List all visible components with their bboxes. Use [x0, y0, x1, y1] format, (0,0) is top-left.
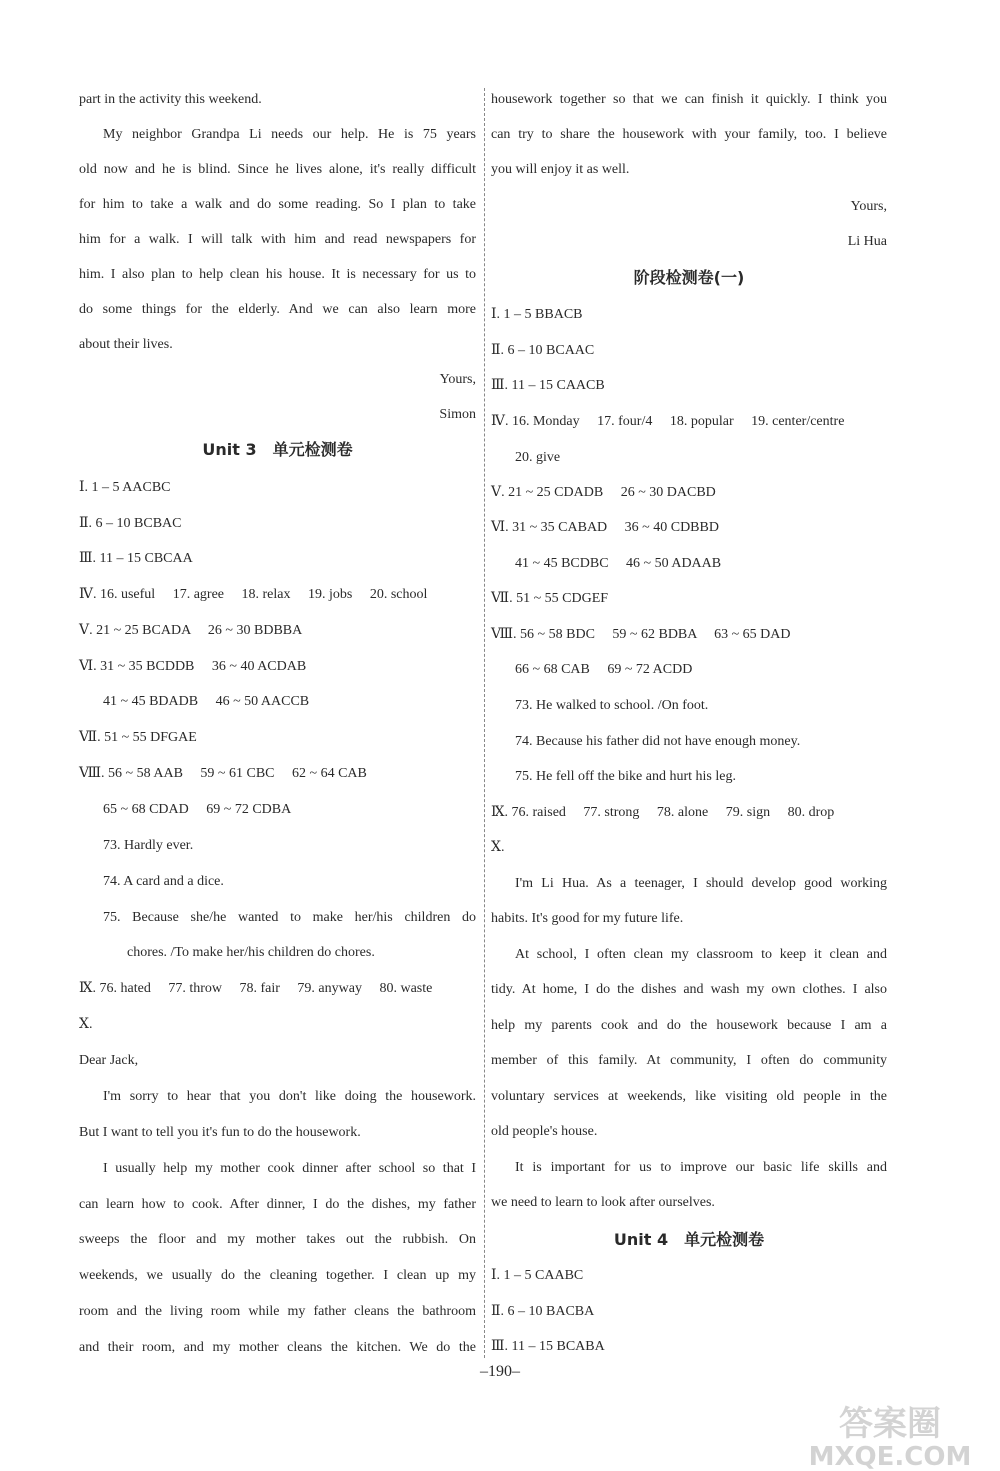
answer-line: Ⅳ. 16. useful 17. agree 18. relax 19. jobs 20. school: [79, 587, 428, 602]
answer-line: Ⅹ.: [79, 1017, 93, 1032]
watermark-text: 答案圈: [839, 1404, 941, 1444]
answer-line: 66 ~ 68 CAB 69 ~ 72 ACDD: [515, 662, 693, 677]
letter-line: I'm sorry to hear that you don't like doing the housework.: [103, 1089, 476, 1104]
answer-line: Ⅰ. 1 – 5 CAABC: [491, 1268, 584, 1283]
answer-line: 74. Because his father did not have enough money.: [515, 734, 801, 749]
essay2-line: member of this family. At community, I often do community: [491, 1053, 887, 1068]
essay1-line: do some things for the elderly. And we can also learn more: [79, 302, 476, 317]
letter-line: can learn how to cook. After dinner, I do the dishes, my father: [79, 1197, 476, 1212]
answer-line: Ⅴ. 21 ~ 25 CDADB 26 ~ 30 DACBD: [491, 485, 716, 500]
essay2-line: habits. It's good for my future life.: [491, 911, 684, 926]
essay2-line: voluntary services at weekends, like visiting old people in the: [491, 1089, 887, 1104]
answer-line: Ⅲ. 11 – 15 BCABA: [491, 1339, 605, 1354]
answer-line: Ⅵ. 31 ~ 35 BCDDB 36 ~ 40 ACDAB: [79, 659, 307, 674]
letter-line: But I want to tell you it's fun to do the housework.: [79, 1125, 361, 1140]
essay1-line: part in the activity this weekend.: [79, 92, 262, 107]
answer-line: 65 ~ 68 CDAD 69 ~ 72 CDBA: [103, 802, 292, 817]
answer-line: Ⅵ. 31 ~ 35 CABAD 36 ~ 40 CDBBD: [491, 520, 719, 535]
essay1-line: old now and he is blind. Since he lives alone, it's really difficult: [79, 162, 476, 177]
letter-signature: Li Hua: [847, 234, 887, 249]
essay1-line: him. I also plan to help clean his house. It is necessary for us to: [79, 267, 476, 282]
answer-line: Ⅱ. 6 – 10 BCBAC: [79, 516, 182, 531]
essay1-line: him for a walk. I will talk with him and read newspapers for: [79, 232, 476, 247]
essay1-line: My neighbor Grandpa Li needs our help. He is 75 years: [103, 127, 476, 142]
answer-line: Ⅶ. 51 ~ 55 DFGAE: [79, 730, 197, 745]
essay1-line: about their lives.: [79, 337, 173, 352]
watermark-logo: [790, 1395, 990, 1471]
unit4-title: Unit 4 单元检测卷: [613, 1230, 765, 1249]
answer-line: 75. He fell off the bike and hurt his leg.: [515, 769, 736, 784]
essay2-line: I'm Li Hua. As a teenager, I should develop good working: [515, 876, 887, 891]
answer-line: Ⅲ. 11 – 15 CBCAA: [79, 551, 193, 566]
answer-line: chores. /To make her/his children do chores.: [127, 945, 375, 960]
essay2-line: we need to learn to look after ourselves.: [491, 1195, 715, 1210]
unit3-title: Unit 3 单元检测卷: [202, 440, 353, 459]
answer-line: 20. give: [515, 450, 561, 465]
answer-line: 73. He walked to school. /On foot.: [515, 698, 709, 713]
answer-line: Ⅱ. 6 – 10 BACBA: [491, 1304, 595, 1319]
essay2-line: At school, I often clean my classroom to keep it clean and: [515, 947, 887, 962]
letter-line: sweeps the floor and my mother takes out the rubbish. On: [79, 1232, 476, 1247]
essay1-closing: Yours,: [439, 372, 476, 387]
answer-line: Ⅲ. 11 – 15 CAACB: [491, 378, 605, 393]
answer-line: Ⅸ. 76. hated 77. throw 78. fair 79. anyway 80. waste: [79, 981, 433, 996]
essay2-line: tidy. At home, I do the dishes and wash my own clothes. I also: [491, 982, 887, 997]
letter-line: room and the living room while my father cleans the bathroom: [79, 1304, 476, 1319]
answer-line: Ⅶ. 51 ~ 55 CDGEF: [491, 591, 609, 606]
answer-line: Ⅹ.: [491, 840, 505, 855]
answer-line: Ⅰ. 1 – 5 BBACB: [491, 307, 583, 322]
answer-line: Ⅳ. 16. Monday 17. four/4 18. popular 19. center/centre: [491, 414, 845, 429]
answer-line: 75. Because she/he wanted to make her/his children do: [103, 910, 476, 925]
watermark-url: MXQE.COM: [808, 1442, 972, 1471]
essay2-line: old people's house.: [491, 1124, 598, 1139]
stage-test-title: 阶段检测卷(一): [633, 268, 745, 287]
letter-line: housework together so that we can finish it quickly. I think you: [491, 92, 887, 107]
answer-line: 74. A card and a dice.: [103, 874, 224, 889]
letter-line: and their room, and my mother cleans the kitchen. We do the: [79, 1340, 476, 1355]
page-number: –190–: [480, 1363, 520, 1380]
letter-line: weekends, we usually do the cleaning together. I clean up my: [79, 1268, 476, 1283]
answer-line: 41 ~ 45 BCDBC 46 ~ 50 ADAAB: [515, 556, 722, 571]
column-divider: [484, 88, 485, 1358]
essay1-signature: Simon: [439, 407, 476, 422]
answer-line: Ⅷ. 56 ~ 58 AAB 59 ~ 61 CBC 62 ~ 64 CAB: [79, 766, 367, 781]
essay2-line: It is important for us to improve our basic life skills and: [515, 1160, 887, 1175]
letter-closing: Yours,: [850, 199, 887, 214]
letter-line: you will enjoy it as well.: [491, 162, 630, 177]
answer-line: 73. Hardly ever.: [103, 838, 194, 853]
answer-line: Ⅷ. 56 ~ 58 BDC 59 ~ 62 BDBA 63 ~ 65 DAD: [491, 627, 791, 642]
answer-line: Ⅱ. 6 – 10 BCAAC: [491, 343, 595, 358]
letter-line: can try to share the housework with your family, too. I believe: [491, 127, 887, 142]
answer-line: 41 ~ 45 BDADB 46 ~ 50 AACCB: [103, 694, 310, 709]
essay2-line: help my parents cook and do the housework because I am a: [491, 1018, 887, 1033]
letter-line: I usually help my mother cook dinner after school so that I: [103, 1161, 476, 1176]
answer-line: Ⅰ. 1 – 5 AACBC: [79, 480, 171, 495]
answer-line: Ⅴ. 21 ~ 25 BCADA 26 ~ 30 BDBBA: [79, 623, 303, 638]
letter-greeting: Dear Jack,: [79, 1053, 139, 1068]
essay1-line: for him to take a walk and do some reading. So I plan to take: [79, 197, 476, 212]
answer-line: Ⅸ. 76. raised 77. strong 78. alone 79. sign 80. drop: [491, 805, 835, 820]
